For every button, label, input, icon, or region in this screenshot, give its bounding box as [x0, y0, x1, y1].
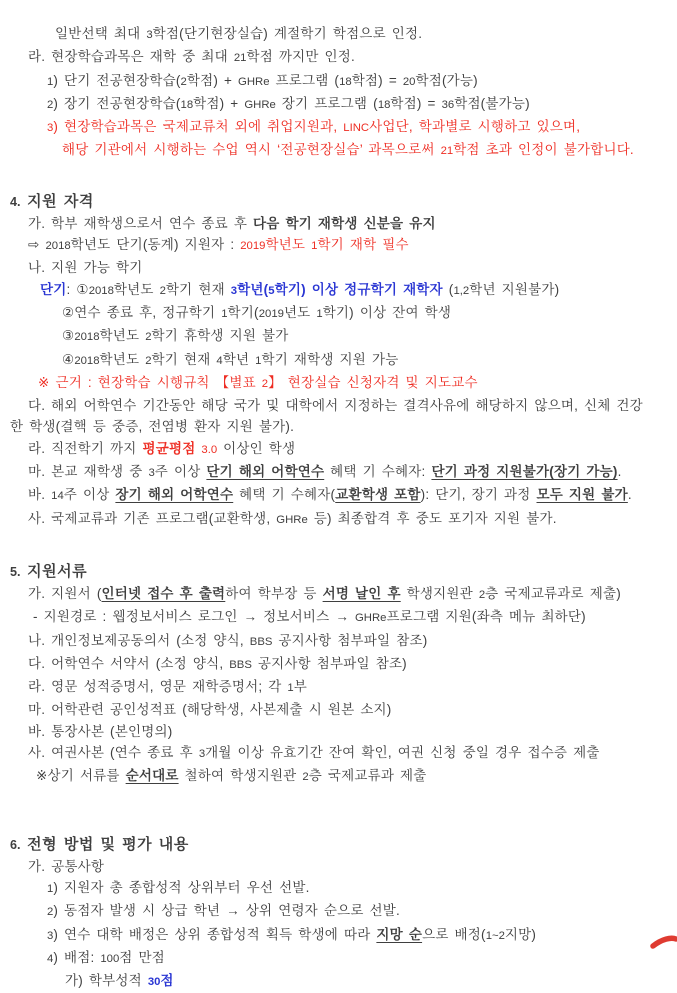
numeric-run: 4 [47, 952, 54, 965]
doc-line [0, 395, 677, 416]
numeric-run: 2018 [88, 284, 114, 297]
text-run: 2) 장기 전공현장학습(18학점) + GHRe 장기 프로그램 (18학점) = 36학점(불가능) [47, 95, 530, 111]
doc-line [0, 23, 677, 46]
text-run: 일반선택 최대 3학점(단기현장실습) 계절학기 학점으로 인정. [55, 26, 423, 41]
numeric-run: 1,2 [453, 284, 470, 297]
doc-line [0, 508, 677, 531]
text-run: ④2018학년도 2학기 현재 4학년 1학기 재학생 지원 가능 [62, 351, 399, 367]
text-run: 지망 순 [376, 926, 423, 942]
text-run: 가. 지원서 ( [28, 585, 102, 601]
numeric-run: 3 [230, 284, 238, 297]
section-heading [0, 191, 677, 213]
numeric-run: 1 [287, 682, 294, 695]
doc-line [0, 349, 677, 372]
numeric-run: 1 [255, 354, 262, 367]
doc-line [0, 676, 677, 699]
doc-line [0, 213, 677, 234]
numeric-run: 14 [51, 490, 64, 503]
doc-line [0, 70, 677, 93]
numeric-run: 4 [216, 354, 223, 367]
text-run: : ①2018학년도 2학기 현재 [66, 281, 231, 297]
numeric-run: 30 [147, 976, 161, 989]
doc-line [0, 630, 677, 653]
numeric-run: 5 [268, 284, 275, 297]
doc-line [0, 46, 677, 69]
numeric-run: 2019 [240, 240, 266, 253]
text-run: ※상기 서류를 [36, 768, 126, 784]
text-run: 단기 과정 지원불가(장기 가능) [431, 464, 618, 480]
numeric-run: 2019 [258, 307, 284, 320]
text-run: . [627, 487, 632, 503]
text-run: 3) 현장학습과목은 국제교류처 외에 취업지원과, LINC사업단, 학과별로 시행하고 있으며, [47, 119, 581, 135]
numeric-run: GHRe [244, 98, 276, 111]
numeric-run: 3 [198, 748, 206, 761]
text-run: 순서대로 [125, 768, 179, 784]
numeric-run: 20 [402, 75, 416, 88]
numeric-run: LINC [343, 122, 370, 135]
text-run: . [617, 464, 622, 480]
doc-line [0, 461, 677, 484]
text-run: 1) 지원자 총 종합성적 상위부터 우선 선발. [47, 879, 310, 895]
numeric-run: 2 [302, 771, 309, 784]
text-run: 마. 본교 재학생 중 3주 이상 [28, 464, 207, 480]
text-run: 바. 14주 이상 [28, 487, 116, 503]
doc-line [0, 742, 677, 765]
text-run: 혜택 기 수혜자( [233, 487, 336, 503]
text-run: 라. 영문 성적증명서, 영문 재학증명서; 각 1부 [28, 679, 307, 695]
section-s6 [0, 834, 677, 993]
text-run: 가. 학부 재학생으로서 연수 종료 후 [28, 215, 254, 231]
text-run: 장기 해외 어학연수 [115, 487, 234, 503]
text-run [195, 441, 217, 456]
text-run: 사. 여권사본 (연수 종료 후 3개월 이상 유효기간 잔여 확인, 여권 신청 중일 경우 접수증 제출 [28, 745, 600, 761]
doc-line [0, 924, 677, 947]
doc-line [0, 900, 677, 923]
numeric-run: 6. [10, 837, 21, 852]
numeric-run: GHRe [238, 75, 270, 88]
text-run: 단기 [40, 281, 67, 297]
numeric-run: 3 [148, 467, 155, 480]
text-run: 한 학생(결핵 등 중증, 전염병 환자 지원 불가). [10, 419, 295, 435]
text-run: 5. 지원서류 [10, 562, 88, 580]
text-run: 3학년(5학기) 이상 정규학기 재학자 [230, 281, 443, 297]
numeric-run: 1~2 [485, 929, 505, 942]
text-run: 라. 직전학기 까지 [28, 440, 143, 456]
text-run: 단기 해외 어학연수 [206, 464, 325, 480]
numeric-run: 4. [10, 194, 21, 209]
numeric-run: 18 [377, 98, 391, 111]
doc-line [0, 765, 677, 788]
doc-line [0, 583, 677, 606]
numeric-run: 3 [146, 29, 153, 41]
doc-line [0, 302, 677, 325]
numeric-run: 2 [478, 588, 486, 601]
doc-line [0, 372, 677, 395]
text-run: 가) 학부성적 [65, 973, 148, 989]
text-run: - 지원경로 : 웹정보서비스 로그인 → 정보서비스 → GHRe프로그램 지원(좌측 메뉴 최하단) [33, 609, 586, 625]
text-run: ②연수 종료 후, 정규학기 1학기(2019년도 1학기) 이상 잔여 학생 [62, 304, 452, 320]
doc-line [0, 970, 677, 993]
doc-line [0, 877, 677, 900]
numeric-run: 2018 [45, 240, 71, 253]
section-s4 [0, 191, 677, 531]
section-heading [0, 834, 677, 856]
text-run: 마. 어학관련 공인성적표 (해당학생, 사본제출 시 원본 소지) [28, 702, 392, 718]
doc-line [0, 116, 677, 139]
text-run: 이상인 학생 [217, 440, 296, 456]
section-intro [0, 23, 677, 163]
numeric-run: 21 [233, 52, 247, 65]
doc-line [0, 947, 677, 970]
text-run: 다. 해외 어학연수 기간동안 해당 국가 및 대학에서 지정하는 결격사유에 해당하지 않으며, 신체 건강 [28, 398, 643, 414]
text-run: 1) 단기 전공현장학습(2학점) + GHRe 프로그램 (18학점) = 20학점(가능) [47, 72, 478, 88]
text-run: 학생지원관 2층 국제교류과로 제출) [400, 585, 621, 601]
text-run: 나. 지원 가능 학기 [28, 260, 143, 276]
doc-line [0, 606, 677, 629]
section-s5 [0, 561, 677, 789]
text-run: 바. 통장사본 (본인명의) [28, 723, 173, 739]
numeric-run: 2 [261, 377, 269, 390]
numeric-run: 1 [316, 307, 323, 320]
text-run: 4. 지원 자격 [10, 192, 94, 210]
text-run: ③2018학년도 2학기 휴학생 지원 불가 [62, 328, 289, 344]
numeric-run: 3.0 [201, 443, 218, 456]
numeric-run: 100 [100, 952, 120, 965]
text-run: 모두 지원 불가 [536, 487, 628, 503]
numeric-run: 1 [47, 882, 54, 895]
doc-line [0, 721, 677, 742]
doc-line [0, 93, 677, 116]
text-run: 사. 국제교류과 기존 프로그램(교환학생, GHRe 등) 최종합격 후 중도 포기자 지원 불가. [28, 510, 557, 526]
text-run: 다음 학기 재학생 신분을 유지 [253, 215, 436, 231]
numeric-run: 36 [441, 98, 455, 111]
numeric-run: 21 [440, 145, 454, 158]
numeric-run: 3 [47, 929, 54, 942]
text-run: ): 단기, 장기 과정 [420, 487, 537, 503]
numeric-run: 1 [47, 75, 54, 88]
text-run: 평균평점 [142, 440, 196, 456]
numeric-run: 2 [159, 284, 166, 297]
text-run: 교환학생 포함 [335, 487, 421, 503]
doc-line [0, 257, 677, 278]
numeric-run: 2 [145, 354, 152, 367]
doc-line [0, 484, 677, 507]
text-run: ※ 근거 : 현장학습 시행규칙 【별표 2】 현장실습 신청자격 및 지도교수 [38, 374, 478, 390]
text-run: 라. 현장학습과목은 재학 중 최대 21학점 까지만 인정. [28, 49, 355, 65]
text-run: 다. 어학연수 서약서 (소정 양식, BBS 공지사항 첨부파일 참조) [28, 655, 407, 671]
text-run: 으로 배정(1~2지망) [422, 926, 537, 942]
doc-line [0, 699, 677, 720]
doc-line [0, 325, 677, 348]
numeric-run: 18 [180, 98, 194, 111]
numeric-run: 5. [10, 564, 21, 579]
doc-line [0, 234, 677, 257]
numeric-run: 3 [47, 122, 54, 135]
numeric-run: 2018 [74, 354, 100, 367]
text-run: ⇨ 2018학년도 단기(동계) 지원자 : [28, 237, 241, 253]
numeric-run: 1 [221, 307, 228, 320]
text-run: 인터넷 접수 후 출력 [101, 585, 226, 601]
text-run: 해당 기관에서 시행하는 수업 역시 ‘전공현장실습’ 과목으로써 21학점 초과 인정이 불가합니다. [62, 142, 634, 158]
numeric-run: 2 [180, 75, 187, 88]
text-run: 하여 학부장 등 [225, 585, 323, 601]
numeric-run: BBS [249, 635, 273, 648]
numeric-run: 2018 [74, 331, 100, 344]
text-run: 6. 전형 방법 및 평가 내용 [10, 835, 189, 853]
doc-line [0, 856, 677, 877]
text-run: 나. 개인정보제공동의서 (소정 양식, BBS 공지사항 첨부파일 참조) [28, 632, 428, 648]
doc-line [0, 279, 677, 302]
section-heading [0, 561, 677, 583]
text-run: 가. 공통사항 [28, 858, 105, 874]
text-run: 30점 [147, 973, 174, 989]
text-run: 2019학년도 1학기 재학 필수 [240, 237, 409, 253]
text-run: 3) 연수 대학 배정은 상위 종합성적 획득 학생에 따라 [47, 926, 377, 942]
text-run: 혜택 기 수혜자: [324, 464, 432, 480]
text-run: 철하여 학생지원관 2층 국제교류과 제출 [178, 768, 427, 784]
red-pen-mark [649, 933, 677, 955]
text-run: 4) 배점: 100점 만점 [47, 949, 165, 965]
numeric-run: 2 [47, 98, 54, 111]
text-run: (1,2학년 지원불가) [442, 281, 560, 297]
numeric-run: BBS [229, 658, 252, 671]
doc-line [0, 416, 677, 437]
text-run: 서명 날인 후 [322, 585, 401, 601]
numeric-run: GHRe [355, 612, 387, 625]
numeric-run: 1 [311, 240, 318, 253]
text-run: 2) 동점자 발생 시 상급 학년 → 상위 연령자 순으로 선발. [47, 903, 400, 919]
numeric-run: 2 [47, 906, 54, 919]
numeric-run: GHRe [276, 513, 308, 526]
doc-line [0, 653, 677, 676]
numeric-run: 18 [339, 75, 352, 88]
numeric-run: 2 [145, 331, 152, 344]
doc-line [0, 139, 677, 162]
doc-line [0, 438, 677, 461]
